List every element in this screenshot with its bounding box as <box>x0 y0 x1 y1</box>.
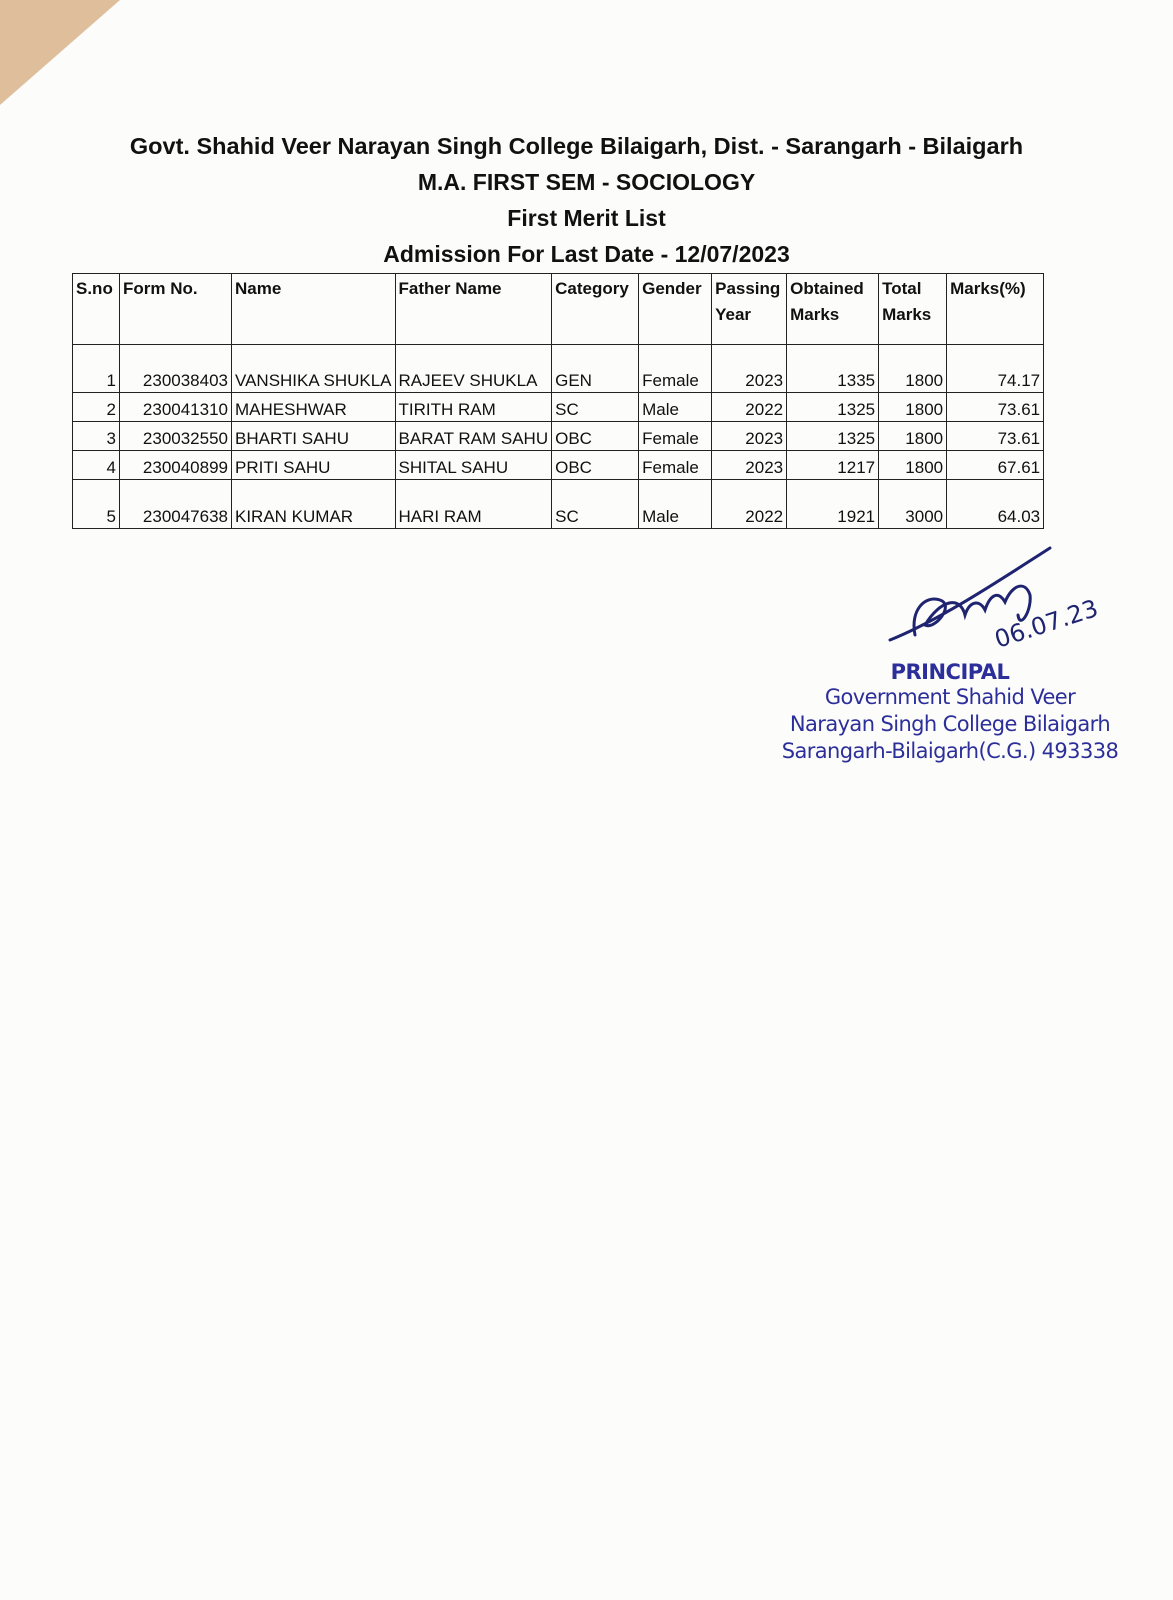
col-header-gender: Gender <box>639 274 712 345</box>
stamp-line-3: Sarangarh-Bilaigarh(C.G.) 493338 <box>781 739 1119 763</box>
cell-marks-percent: 73.61 <box>947 393 1044 422</box>
cell-obtained-marks: 1325 <box>787 393 879 422</box>
col-header-obtained-line1: Obtained <box>790 279 864 298</box>
principal-stamp <box>780 660 1120 765</box>
cell-form-no: 230041310 <box>120 393 232 422</box>
col-header-name: Name <box>232 274 396 345</box>
cell-marks-percent: 64.03 <box>947 480 1044 529</box>
cell-category: SC <box>552 393 639 422</box>
document-header <box>0 128 1173 272</box>
cell-form-no: 230032550 <box>120 422 232 451</box>
table-row <box>73 345 1044 393</box>
course-title: M.A. FIRST SEM - SOCIOLOGY <box>417 169 756 195</box>
cell-sno: 2 <box>73 393 120 422</box>
col-header-total-line1: Total <box>882 279 922 298</box>
list-title: First Merit List <box>507 205 666 231</box>
cell-name: VANSHIKA SHUKLA <box>232 345 396 393</box>
cell-category: OBC <box>552 451 639 480</box>
cell-name: BHARTI SAHU <box>232 422 396 451</box>
cell-obtained-marks: 1921 <box>787 480 879 529</box>
col-header-sno: S.no <box>73 274 120 345</box>
col-header-father-name: Father Name <box>395 274 552 345</box>
cell-gender: Female <box>639 422 712 451</box>
cell-gender: Male <box>639 393 712 422</box>
table-header-row <box>73 274 1044 345</box>
col-header-obtained-marks <box>787 274 879 345</box>
cell-name: PRITI SAHU <box>232 451 396 480</box>
table-row <box>73 480 1044 529</box>
cell-obtained-marks: 1335 <box>787 345 879 393</box>
cell-category: GEN <box>552 345 639 393</box>
paper-corner-decoration <box>0 0 120 105</box>
cell-marks-percent: 67.61 <box>947 451 1044 480</box>
cell-marks-percent: 73.61 <box>947 422 1044 451</box>
table-row <box>73 451 1044 480</box>
cell-passing-year: 2023 <box>712 345 787 393</box>
stamp-line-1: Government Shahid Veer <box>824 685 1076 709</box>
college-name: Govt. Shahid Veer Narayan Singh College Bilaigarh, Dist. - Sarangarh - Bilaigarh <box>129 133 1024 159</box>
col-header-passing-year <box>712 274 787 345</box>
cell-passing-year: 2022 <box>712 480 787 529</box>
cell-gender: Male <box>639 480 712 529</box>
col-header-passing-year-line2: Year <box>715 305 752 324</box>
cell-total-marks: 1800 <box>879 422 947 451</box>
signature-date: 06.07.23 <box>991 594 1102 654</box>
cell-obtained-marks: 1325 <box>787 422 879 451</box>
table-row <box>73 393 1044 422</box>
cell-father-name: BARAT RAM SAHU <box>395 422 552 451</box>
cell-name: KIRAN KUMAR <box>232 480 396 529</box>
cell-father-name: HARI RAM <box>395 480 552 529</box>
cell-gender: Female <box>639 345 712 393</box>
cell-gender: Female <box>639 451 712 480</box>
stamp-title: PRINCIPAL <box>890 660 1010 684</box>
col-header-total-line2: Marks <box>882 305 932 324</box>
col-header-marks-percent: Marks(%) <box>947 274 1044 345</box>
cell-total-marks: 1800 <box>879 345 947 393</box>
admission-last-date: Admission For Last Date - 12/07/2023 <box>383 241 790 267</box>
cell-father-name: TIRITH RAM <box>395 393 552 422</box>
cell-father-name: SHITAL SAHU <box>395 451 552 480</box>
cell-name: MAHESHWAR <box>232 393 396 422</box>
col-header-total-marks <box>879 274 947 345</box>
cell-total-marks: 3000 <box>879 480 947 529</box>
cell-obtained-marks: 1217 <box>787 451 879 480</box>
cell-total-marks: 1800 <box>879 451 947 480</box>
cell-total-marks: 1800 <box>879 393 947 422</box>
col-header-category: Category <box>552 274 639 345</box>
cell-passing-year: 2023 <box>712 422 787 451</box>
table-row <box>73 422 1044 451</box>
cell-sno: 3 <box>73 422 120 451</box>
cell-form-no: 230038403 <box>120 345 232 393</box>
col-header-form-no: Form No. <box>120 274 232 345</box>
cell-father-name: RAJEEV SHUKLA <box>395 345 552 393</box>
cell-sno: 5 <box>73 480 120 529</box>
cell-marks-percent: 74.17 <box>947 345 1044 393</box>
cell-sno: 4 <box>73 451 120 480</box>
cell-sno: 1 <box>73 345 120 393</box>
col-header-obtained-line2: Marks <box>790 305 840 324</box>
cell-passing-year: 2023 <box>712 451 787 480</box>
merit-list-table <box>72 273 1044 529</box>
cell-passing-year: 2022 <box>712 393 787 422</box>
principal-signature <box>880 540 1130 670</box>
stamp-line-2: Narayan Singh College Bilaigarh <box>789 712 1111 736</box>
cell-form-no: 230040899 <box>120 451 232 480</box>
cell-category: OBC <box>552 422 639 451</box>
col-header-passing-year-line1: Passing <box>715 279 781 298</box>
cell-form-no: 230047638 <box>120 480 232 529</box>
cell-category: SC <box>552 480 639 529</box>
